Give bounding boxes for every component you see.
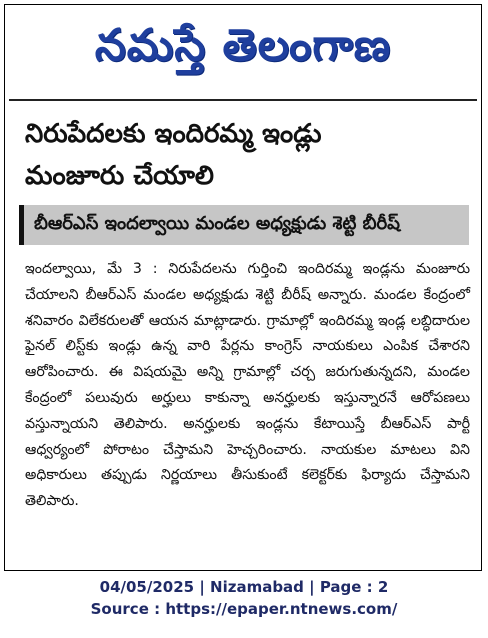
subheadline-bar [19,205,469,245]
masthead-title: నమస్తే తెలంగాణ [94,20,392,71]
clipping-frame [4,4,482,571]
article-body: ఇందల్వాయి, మే 3 : నిరుపేదలను గుర్తించి ఇందిరమ్మ ఇండ్లను మంజూరు చేయాలని బీఆర్ఎస్ మండల అధ్యక్షుడు శెట్టి బీరీష్ అన్నారు. మండల కేంద్రంలో శనివారం విలేకరులతో ఆయన మాట్లాడారు. గ్రామాల్లో ఇందిరమ్మ ఇండ్ల లబ్ధిదారుల ఫైనల్ లిస్ట్‌కు ఇండ్లు ఉన్న వారి పేర్లను కాంగ్రెస్ నాయకులు ఎంపిక చేశారని ఆరోపించారు. ఈ విషయమై అన్ని గ్రామాల్లో చర్చ జరుగుతున్నదని, మండల కేంద్రంలో పలువురు అర్హులు కాకున్నా అనర్హులకు ఇస్తున్నారనే ఆరోపణలు వస్తున్నాయని తెలిపారు. అనర్హులకు ఇండ్లను కేటాయిస్తే బీఆర్ఎస్ పార్టీ ఆధ్వర్యంలో పోరాటం చేస్తామని హెచ్చరించారు. నాయకుల మాటలు విని అధికారులు తప్పుడు నిర్ణయాలు తీసుకుంటే కలెక్టర్‌కు ఫిర్యాదు చేస్తామని తెలిపారు. [25,261,470,510]
headline-line-2: మంజూరు చేయాలి [25,161,214,191]
clipping-meta: 04/05/2025 | Nizamabad | Page : 2 [99,578,389,596]
headline-line-1: నిరుపేదలకు ఇందిరమ్మ ఇండ్లు [25,119,322,149]
masthead-divider [9,99,477,101]
clipping-source: Source : https://epaper.ntnews.com/ [90,600,398,618]
newspaper-masthead [5,5,481,97]
article-headline [25,113,465,197]
article-subheadline: బీఆర్ఎస్ ఇందల్వాయి మండల అధ్యక్షుడు శెట్టి బీరీష్ [34,212,400,234]
